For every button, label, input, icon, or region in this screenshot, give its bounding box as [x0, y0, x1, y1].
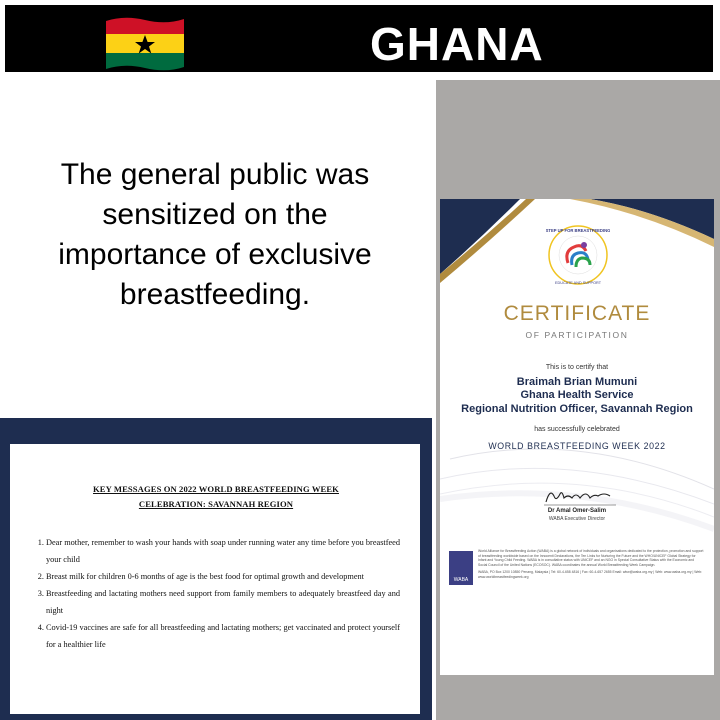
certificate-panel	[436, 80, 720, 720]
event-name: WORLD BREASTFEEDING WEEK 2022	[488, 441, 666, 451]
waba-logo-icon	[449, 551, 473, 585]
statement-line: importance of exclusive	[58, 238, 372, 271]
header-bar	[3, 3, 715, 74]
key-messages-title	[32, 482, 400, 512]
key-messages-title-line: CELEBRATION: SAVANNAH REGION	[138, 499, 294, 509]
signature-icon	[540, 484, 620, 508]
list-item: 1. Dear mother, remember to wash your hands with soap under running water any time before you breastfeed your child	[46, 534, 400, 568]
ghana-flag-icon	[102, 13, 188, 75]
statement-text	[20, 155, 410, 315]
list-item: 2. Breast milk for children 0-6 months of age is the best food for optimal growth and development	[46, 568, 400, 585]
country-name: GHANA	[370, 18, 544, 70]
recipient-name: Braimah Brian Mumuni	[516, 376, 638, 388]
certificate-subtitle: OF PARTICIPATION	[525, 330, 629, 340]
logo-text-bottom: EDUCATE AND SUPPORT	[554, 281, 602, 285]
list-item: 4. Covid-19 vaccines are safe for all breastfeeding and lactating mothers; get vaccinated and protect yourself for a healthier life	[46, 619, 400, 653]
logo-text-top: STEP UP FOR BREASTFEEDING	[546, 228, 610, 233]
key-messages-document	[10, 444, 420, 714]
signer-title: WABA Executive Director	[548, 516, 606, 522]
celebrated-text: has successfully celebrated	[534, 426, 620, 433]
statement-line: sensitized on the	[102, 198, 328, 231]
statement-line: breastfeeding.	[119, 278, 311, 311]
key-messages-list	[32, 534, 400, 653]
certify-text: This is to certify that	[545, 364, 609, 371]
footer-contact: WABA, PO Box 1200 10850 Penang, Malaysia | Tel: 60-4-658 4816 | Fax: 60-4-657 2655 Email: wbw@waba.org.my | Web: www.waba.org.my | Web: www.worldbreastfeedingweek.org	[478, 570, 703, 579]
signer-name: Dr Amal Omer-Salim	[547, 508, 607, 514]
waba-logo-text: WABA	[453, 577, 469, 583]
recipient-position: Regional Nutrition Officer, Savannah Region	[461, 403, 693, 415]
certificate-title: CERTIFICATE	[503, 302, 651, 325]
certificate-footer	[478, 549, 704, 580]
statement-line: The general public was	[60, 158, 370, 191]
key-messages-panel	[0, 418, 432, 720]
key-messages-title-line: KEY MESSAGES ON 2022 WORLD BREASTFEEDING WEEK	[93, 484, 339, 494]
footer-description: World Alliance for Breastfeeding Action (WABA) is a global network of individuals and organisations dedicated to the protection, promotion and support of breastfeeding worldwide based on the Innocenti Declarations, the Ten Links for Nurturing the Future and the WHO/UNICEF Global Strategy for Infant and Young Child Feeding. WABA is in consultative status with UNICEF and an NGO in Special Consultative Status with the Economic and Social Council of the United Nations (ECOSOC). WABA coordinates the annual World Breastfeeding Week Campaign.	[478, 549, 704, 567]
step-up-breastfeeding-logo-icon	[546, 223, 610, 287]
list-item: 3. Breastfeeding and lactating mothers need support from family members to adequately breastfeed day and night	[46, 585, 400, 619]
certificate	[440, 199, 714, 675]
header-banner	[0, 0, 720, 78]
recipient-organisation: Ghana Health Service	[520, 389, 634, 401]
